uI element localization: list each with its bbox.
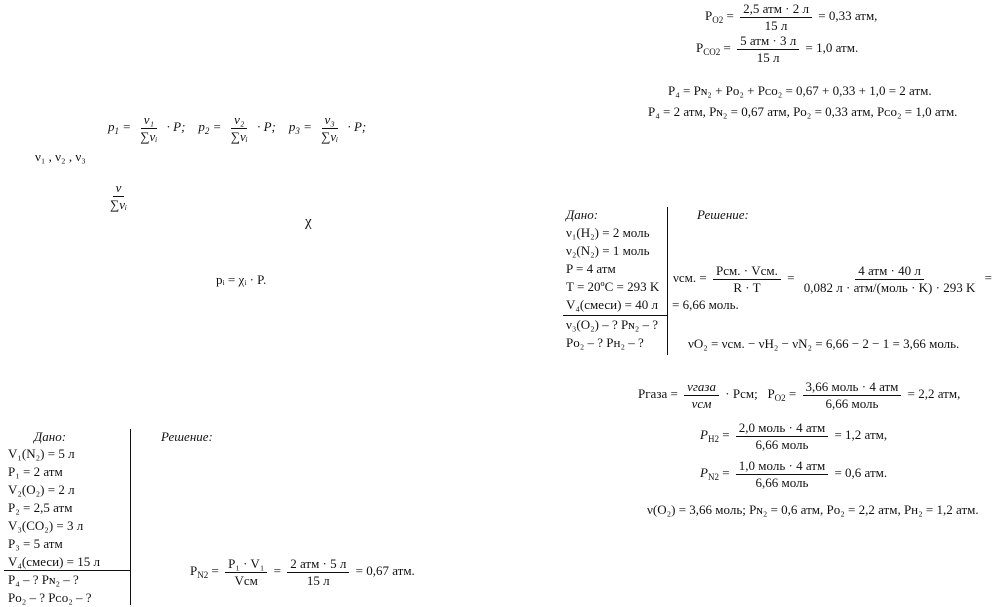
nu-o2-line: νO₂ = νсм. − νH₂ − νN₂ = 6,66 − 2 − 1 = 3,66 моль.: [688, 336, 960, 351]
right-answer-line: ν(O₂) = 3,66 моль; Pɴ₂ = 0,6 атм, Pᴏ₂ = 2,2 атм, Pʜ₂ = 1,2 атм.: [647, 502, 979, 517]
pco2-fraction: $\frac{\text{5 атм · 3 л}}{15 л}$: [737, 34, 799, 64]
right-vertical-divider: [667, 207, 668, 355]
given-item: V₄(смеси) = 40 л: [566, 297, 658, 312]
right-given-title: Дано:: [566, 207, 599, 222]
mole-fraction-ratio: $\frac{\nu}{\text{∑νᵢ}}$: [110, 180, 128, 212]
find-item: Pᴏ₂ – ? Pᴄᴏ₂ – ?: [8, 590, 92, 605]
left-find-list: [8, 571, 92, 607]
given-item: P₁ = 2 атм: [8, 464, 63, 479]
given-item: ν₂(N₂) = 1 моль: [566, 243, 650, 258]
given-item: P = 4 атм: [566, 261, 616, 276]
chi-symbol: χ: [305, 214, 312, 230]
pgas-po2-equation: Pгаза = $\frac{\text{νгаза}}{\text{νсм}}$ · Pсм; $P_{O2}$ = $\frac{\text{3,66 моль · 4 атм}}{\text{6,66 моль}}$ = 2,2 атм,: [638, 379, 961, 411]
given-item: P₃ = 5 атм: [8, 536, 63, 551]
po2-equation: $P_{O2}$ = $\frac{\text{2,5 атм · 2 л}}{15 л}$ = 0,33 атм,: [705, 1, 878, 33]
nu-mix-equation: νсм. = $\frac{\text{Pсм. · Vсм.}}{R \cdot T}$ = $\frac{\text{4 атм · 40 л}}{\text{0,082 л · атм/(моль · K) · 293 K}}$ =: [673, 263, 992, 295]
pco2-equation: $P_{CO2}$ = $\frac{\text{5 атм · 3 л}}{15 л}$ = 1,0 атм.: [696, 33, 859, 65]
find-item: ν₃(O₂) – ? Pɴ₂ – ?: [566, 317, 659, 332]
partial-pressure-formulas: $p_1$ = $\frac{\text{ν₁}}{\text{∑νᵢ}}$ · P; $p_2$ = $\frac{\text{ν₂}}{\text{∑νᵢ}}$ · P; $p_3$ = $\frac{\text{ν₃}}{\text{∑νᵢ}}$ · P;: [108, 112, 367, 144]
pn2-equation: $P_{N2}$ = $\frac{\text{P₁ · V₁}}{\text{Vсм}}$ = $\frac{\text{2 атм · 5 л}}{15 л}$ = 0,67 атм.: [190, 556, 415, 588]
given-item: V₃(CO₂) = 3 л: [8, 518, 84, 533]
given-item: V₂(O₂) = 2 л: [8, 482, 75, 497]
p4-sum-line: P₄ = Pɴ₂ + Pᴏ₂ + Pᴄᴏ₂ = 0,67 + 0,33 + 1,0 = 2 атм.: [668, 83, 932, 98]
pi-formula: pᵢ = χᵢ · P.: [216, 272, 267, 287]
nu-mix-result: = 6,66 моль.: [672, 297, 739, 312]
left-given-title: Дано:: [34, 429, 67, 444]
given-item: V₄(смеси) = 15 л: [8, 554, 100, 569]
left-vertical-divider: [130, 429, 131, 605]
right-given-list: [566, 224, 659, 314]
find-item: P₄ – ? Pɴ₂ – ?: [8, 572, 79, 587]
p4-answer-line: P₄ = 2 атм, Pɴ₂ = 0,67 атм, Pᴏ₂ = 0,33 атм, Pᴄᴏ₂ = 1,0 атм.: [648, 104, 958, 119]
given-item: T = 20ºC = 293 K: [566, 279, 660, 294]
right-find-list: [566, 316, 658, 352]
find-item: Pᴏ₂ – ? Pʜ₂ – ?: [566, 335, 644, 350]
given-item: ν₁(H₂) = 2 моль: [566, 225, 650, 240]
left-solution-title: Решение:: [161, 429, 213, 444]
pn2-right-equation: $P_{N2}$ = $\frac{\text{1,0 моль · 4 атм}}{\text{6,66 моль}}$ = 0,6 атм.: [700, 458, 888, 490]
po2-fraction: $\frac{\text{2,5 атм · 2 л}}{15 л}$: [740, 2, 812, 32]
given-item: V₁(N₂) = 5 л: [8, 446, 75, 461]
nu-list: ν₁ , ν₂ , ν₃: [35, 149, 86, 164]
ph2-equation: $P_{H2}$ = $\frac{\text{2,0 моль · 4 атм}}{\text{6,66 моль}}$ = 1,2 атм,: [700, 420, 888, 452]
right-solution-title: Решение:: [697, 207, 749, 222]
left-given-list: [8, 445, 100, 571]
given-item: P₂ = 2,5 атм: [8, 500, 73, 515]
